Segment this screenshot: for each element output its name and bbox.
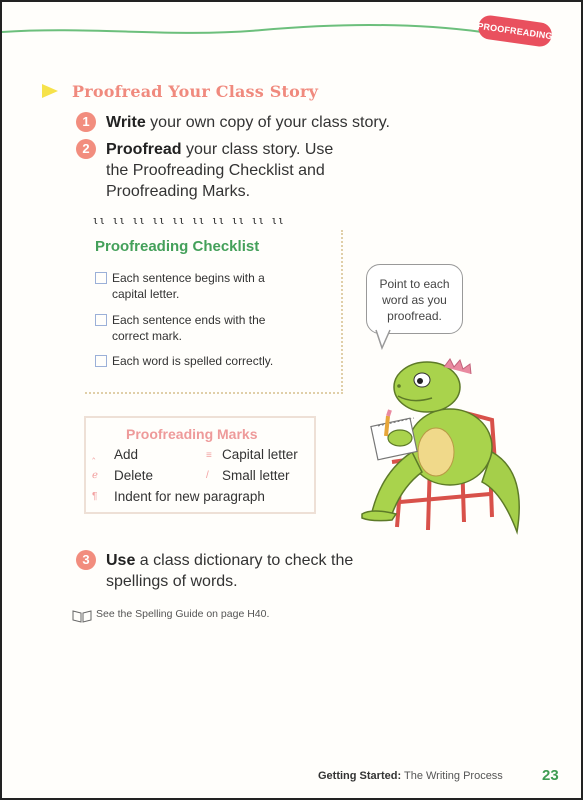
step-text: your class story. Use	[181, 141, 334, 158]
mark-small: Small letter	[222, 468, 290, 483]
step-number: 2	[76, 139, 96, 159]
step-text: a class dictionary to check the	[135, 552, 354, 569]
book-icon	[72, 609, 92, 623]
mark-capital: Capital letter	[222, 447, 298, 462]
step-number: 1	[76, 112, 96, 132]
section-title: Proofread Your Class Story	[72, 82, 319, 101]
step-number: 3	[76, 550, 96, 570]
proofreading-checklist: Proofreading Checklist Each sentence begins with a capital letter. Each sentence ends with the correct mark. Each word is spelled correctly.	[85, 230, 343, 394]
capital-mark-icon: ≡	[206, 450, 212, 461]
page-number: 23	[542, 767, 559, 784]
delete-mark-icon: ℯ	[92, 470, 98, 481]
mark-delete: Delete	[114, 468, 154, 483]
checklist-title: Proofreading Checklist	[95, 238, 260, 255]
step-text: your own copy of your class story.	[145, 114, 390, 131]
page-footer: Getting Started: The Writing Process	[318, 770, 503, 782]
step-text: the Proofreading Checklist and	[106, 162, 325, 179]
mark-indent: Indent for new paragraph	[114, 489, 265, 504]
step-keyword: Write	[106, 114, 146, 131]
step-text: spellings of words.	[106, 573, 238, 590]
notebook-rings: ιι ιι ιι ιι ιι ιι ιι ιι ιι ιι	[92, 214, 285, 227]
step-keyword: Proofread	[106, 141, 182, 158]
dinosaur-illustration	[352, 342, 542, 542]
speech-bubble: Point to each word as you proofread.	[366, 264, 463, 334]
caret-icon: ‸	[92, 449, 96, 460]
arrow-right-icon	[40, 82, 60, 100]
indent-mark-icon: ¶	[92, 491, 98, 502]
checkbox-icon[interactable]	[95, 272, 107, 284]
section-tab: PROOFREADING	[477, 14, 554, 48]
mark-add: Add	[114, 447, 139, 462]
checkbox-icon[interactable]	[95, 355, 107, 367]
marks-title: Proofreading Marks	[126, 426, 258, 442]
step-keyword: Use	[106, 552, 136, 569]
proofreading-marks-box	[84, 416, 316, 514]
step-text: Proofreading Marks.	[106, 183, 251, 200]
spelling-guide-note: See the Spelling Guide on page H40.	[96, 608, 270, 620]
small-mark-icon: /	[206, 470, 209, 481]
checkbox-icon[interactable]	[95, 314, 107, 326]
